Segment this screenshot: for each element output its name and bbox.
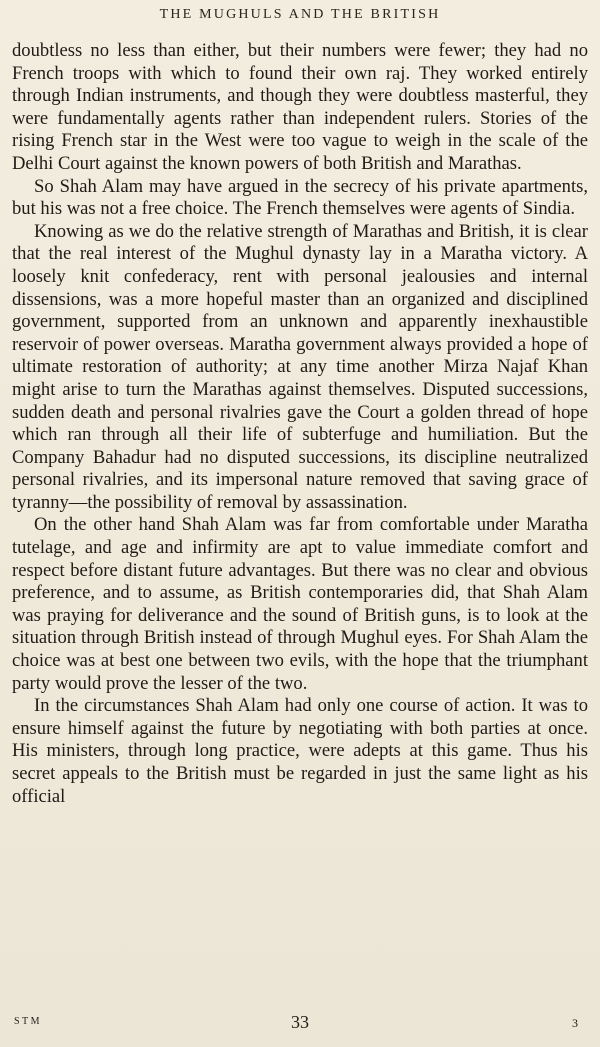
page-footer [0, 1012, 600, 1036]
gathering-number: 3 [572, 1016, 578, 1030]
page-number: 33 [291, 1012, 309, 1032]
running-title: THE MUGHULS AND THE BRITISH [159, 7, 441, 22]
paragraph-1: doubtless no less than either, but their numbers were fewer; they had no French troops with which to found their own raj. They worked entirely through Indian instruments, and though they were doubtless masterful, they were fundamentally agents rather than independent rulers. Stories of the rising French star in the West were too vague to weigh in the scale of the Delhi Court against the known powers of both British and Marathas. [12, 40, 588, 174]
paragraph-5: In the circumstances Shah Alam had only one course of action. It was to ensure himself against the future by negotiating with both parties at once. His ministers, through long practice, were adepts at this game. Thus his secret appeals to the British must be regarded in just the same light as his official [12, 695, 588, 807]
paragraph-4: On the other hand Shah Alam was far from comfortable under Maratha tutelage, and age and infirmity are apt to value immediate comfort and respect before distant future advantages. But there was no clear and obvious preference, and to assume, as British contemporaries did, that Shah Alam was praying for deliverance and the sound of British guns, is to look at the situation through British instead of through Mughul eyes. For Shah Alam the choice was at best one between two evils, with the hope that the triumphant party would prove the lesser of the two. [12, 514, 588, 694]
paragraph-3: Knowing as we do the relative strength of Marathas and British, it is clear that the real interest of the Mughul dynasty lay in a Maratha victory. A loosely knit confederacy, rent with personal jealousies and internal dissensions, was a more hopeful master than an organized and disciplined government, supported from an unknown and apparently inexhaustible reservoir of power overseas. Maratha government always provided a hope of ultimate restoration of authority; at any time another Mirza Najaf Khan might arise to turn the Marathas against themselves. Disputed successions, sudden death and personal rivalries gave the Court a golden thread of hope which ran through all their life of subterfuge and humiliation. But the Company Bahadur had no disputed successions, its discipline neutralized personal rivalries, and its impersonal nature removed that saving grace of tyranny—the possibility of removal by assassination. [12, 220, 588, 513]
body-text [12, 40, 588, 808]
signature-mark: STM [14, 1016, 43, 1027]
paragraph-2: So Shah Alam may have argued in the secrecy of his private apartments, but his was not a free choice. The French themselves were agents of Sindia. [12, 175, 588, 220]
